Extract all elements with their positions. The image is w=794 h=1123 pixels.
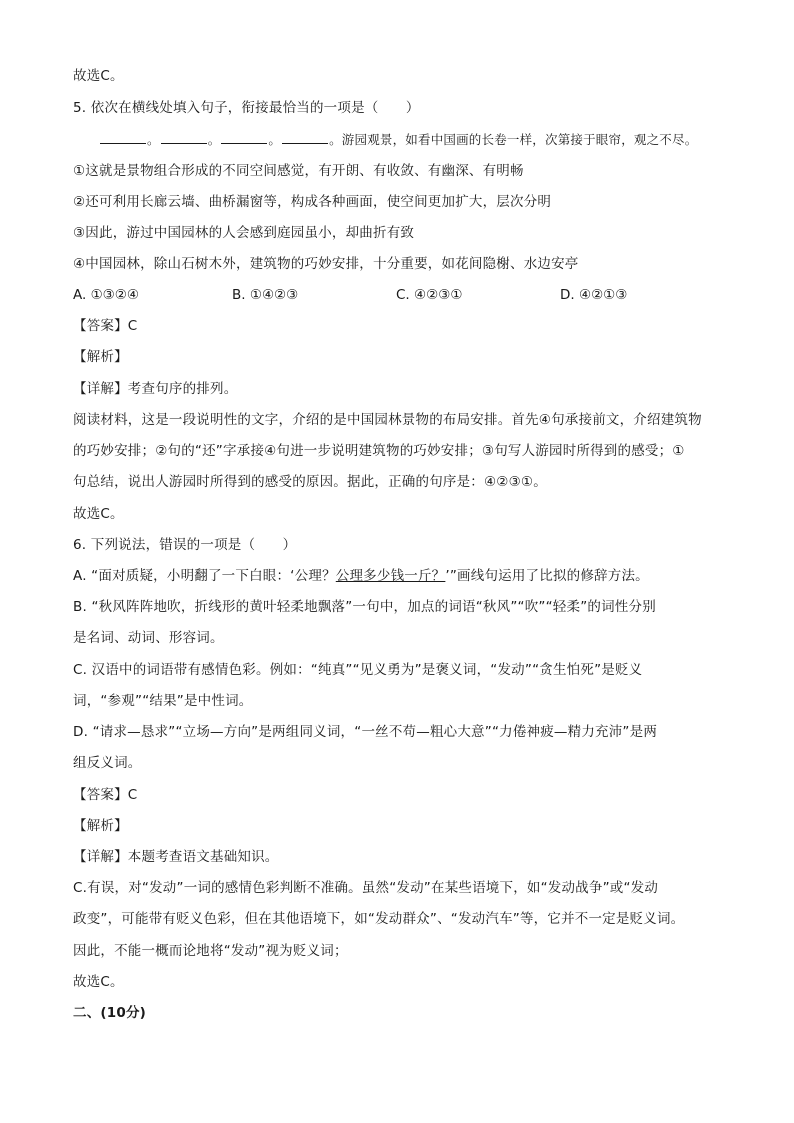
question-5-detail-heading: 【详解】考查句序的排列。 — [73, 381, 238, 397]
blank-separator: 。 — [207, 132, 221, 147]
question-6-option-b-line-2: 是名词、动词、形容词。 — [73, 630, 224, 646]
fill-blank-2 — [161, 130, 207, 144]
question-6-stem: 6. 下列说法，错误的一项是（ ） — [73, 537, 297, 553]
question-5-analysis-heading: 【解析】 — [73, 349, 128, 365]
blank-separator: 。 — [268, 132, 282, 147]
question-5-passage — [99, 130, 697, 150]
question-6-option-b-line-1: B. “秋风阵阵地吹，折线形的黄叶轻柔地飘落”一句中，加点的词语“秋风”“吹”“轻柔”的词性分别 — [73, 599, 656, 615]
question-6-explanation-line-1: C.有误，对“发动”一词的感情色彩判断不准确。虽然“发动”在某些语境下，如“发动战争”或“发动 — [73, 880, 659, 896]
question-6-answer: 【答案】C — [73, 787, 138, 803]
option-c: C. ④②③① — [396, 287, 463, 303]
question-5-options — [73, 285, 753, 305]
passage-text: 。游园观景，如看中国画的长卷一样，次第接于眼帘，观之不尽。 — [329, 132, 698, 147]
fill-blank-1 — [100, 130, 146, 144]
question-5-stem: 5. 依次在横线处填入句子，衔接最恰当的一项是（ ） — [73, 100, 420, 116]
question-5-explanation-line-3: 句总结，说出人游园时所得到的感受的原因。据此，正确的句序是：④②③①。 — [73, 474, 547, 490]
question-6-option-a — [73, 566, 649, 586]
question-6-detail-heading: 【详解】本题考查语文基础知识。 — [73, 849, 279, 865]
question-6-conclusion: 故选C。 — [73, 974, 124, 990]
question-6-option-d-line-1: D. “请求—恳求”“立场—方向”是两组同义词，“一丝不苟—粗心大意”“力倦神疲—精力充沛”是两 — [73, 724, 658, 740]
question-5-answer: 【答案】C — [73, 318, 138, 334]
option-a-text-end: ’”画线句运用了比拟的修辞方法。 — [445, 568, 649, 584]
question-6-option-c-line-2: 词，“参观”“结果”是中性词。 — [73, 693, 253, 709]
question-6-explanation-line-3: 因此，不能一概而论地将“发动”视为贬义词； — [73, 943, 348, 959]
sentence-2: ②还可利用长廊云墙、曲桥漏窗等，构成各种画面，使空间更加扩大，层次分明 — [73, 194, 552, 210]
question-5-explanation-line-2: 的巧妙安排；②句的“还”字承接④句进一步说明建筑物的巧妙安排；③句写人游园时所得到的感受；① — [73, 443, 685, 459]
sentence-4: ④中国园林，除山石树木外，建筑物的巧妙安排，十分重要，如花间隐榭、水边安亭 — [73, 256, 579, 272]
prev-answer-conclusion: 故选C。 — [73, 68, 124, 84]
question-5-explanation-line-1: 阅读材料，这是一段说明性的文字，介绍的是中国园林景物的布局安排。首先④句承接前文，介绍建筑物 — [73, 412, 702, 428]
question-6-explanation-line-2: 政变”，可能带有贬义色彩，但在其他语境下，如“发动群众”、“发动汽车”等，它并不一定是贬义词。 — [73, 911, 685, 927]
sentence-3: ③因此，游过中国园林的人会感到庭园虽小，却曲折有致 — [73, 225, 415, 241]
option-a: A. ①③②④ — [73, 287, 139, 303]
fill-blank-4 — [282, 130, 328, 144]
question-6-analysis-heading: 【解析】 — [73, 818, 128, 834]
question-6-option-d-line-2: 组反义词。 — [73, 755, 142, 771]
sentence-1: ①这就是景物组合形成的不同空间感觉，有开朗、有收敛、有幽深、有明畅 — [73, 163, 524, 179]
blank-separator: 。 — [147, 132, 160, 147]
question-5-conclusion: 故选C。 — [73, 506, 124, 522]
underlined-sentence: 公理多少钱一斤？ — [335, 568, 446, 584]
fill-blank-3 — [221, 130, 267, 144]
option-a-text: A. “面对质疑，小明翻了一下白眼：‘公理？ — [73, 568, 336, 584]
question-6-option-c-line-1: C. 汉语中的词语带有感情色彩。例如：“纯真”“见义勇为”是褒义词，“发动”“贪生怕死”是贬义 — [73, 662, 643, 678]
section-2-heading: 二、(10分) — [73, 1005, 147, 1021]
option-b: B. ①④②③ — [232, 287, 299, 303]
option-d: D. ④②①③ — [560, 287, 628, 303]
